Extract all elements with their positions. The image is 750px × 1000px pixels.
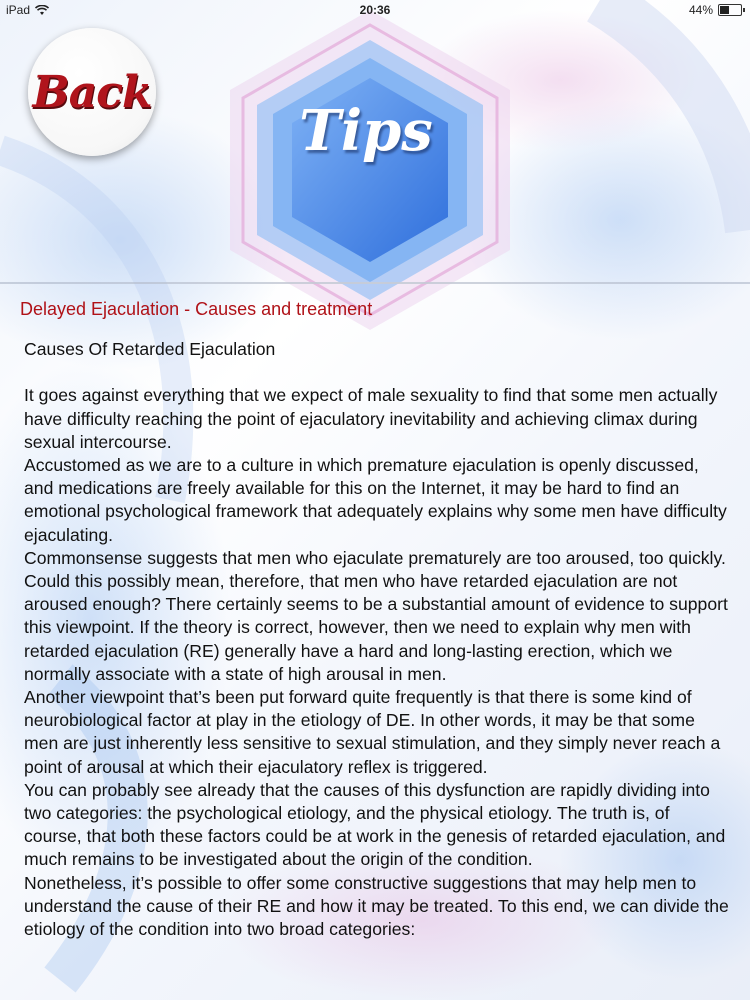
- status-bar: [0, 0, 750, 20]
- article-paragraph: Nonetheless, it’s possible to offer some constructive suggestions that may help men to understand the cause of their RE and how it may be treated. To this end, we can divide the etiology of the condition into two broad categories:: [24, 872, 729, 940]
- device-name: iPad: [6, 3, 31, 17]
- header-divider: [0, 282, 750, 284]
- battery-level: [720, 6, 729, 14]
- article-body[interactable]: [24, 338, 732, 978]
- status-time: 20:36: [359, 3, 391, 17]
- article-paragraph: You can probably see already that the causes of this dysfunction are rapidly dividing into two categories: the psychological etiology, and the physical etiology. The truth is, of course, that both these factors could be at work in the genesis of retarded ejaculation, and much remains to be investigated about the origin of the condition.: [24, 779, 726, 870]
- back-button-label: Back: [32, 66, 152, 118]
- article-paragraph: Another viewpoint that’s been put forward quite frequently is that there is some kind of neurobiological factor at play in the etiology of DE. In other words, it may be that some men are just inherently less sensitive to sexual stimulation, and they simply never reach a point of arousal at which their ejaculatory reflex is triggered.: [24, 687, 721, 777]
- page-title: Tips: [299, 98, 433, 164]
- battery-icon: [718, 4, 742, 16]
- article-subtitle: Causes Of Retarded Ejaculation: [24, 339, 276, 359]
- article-paragraph: Accustomed as we are to a culture in which premature ejaculation is openly discussed, and medications are freely available for this on the Internet, it may be hard to find an emotional psychological framework that adequately explains why some men have difficulty ejaculating.: [24, 455, 727, 545]
- article-paragraph: Commonsense suggests that men who ejaculate prematurely are too aroused, too quickly. Could this possibly mean, therefore, that men who have retarded ejaculation are not aroused enough? There certainly seems to be a substantial amount of evidence to support this viewpoint. If the theory is correct, however, then we need to explain why men with retarded ejaculation (RE) generally have a hard and long-lasting erection, which we normally associate with a state of high arousal in men.: [24, 547, 728, 684]
- battery-percent: 44%: [688, 3, 713, 17]
- back-button[interactable]: [28, 28, 156, 156]
- article-paragraph: It goes against everything that we expect of male sexuality to find that some men actually have difficulty reaching the point of ejaculatory inevitability and achieving climax during sexual intercourse.: [24, 385, 718, 452]
- article-title: Delayed Ejaculation - Causes and treatment: [20, 299, 373, 319]
- status-right: [689, 3, 742, 17]
